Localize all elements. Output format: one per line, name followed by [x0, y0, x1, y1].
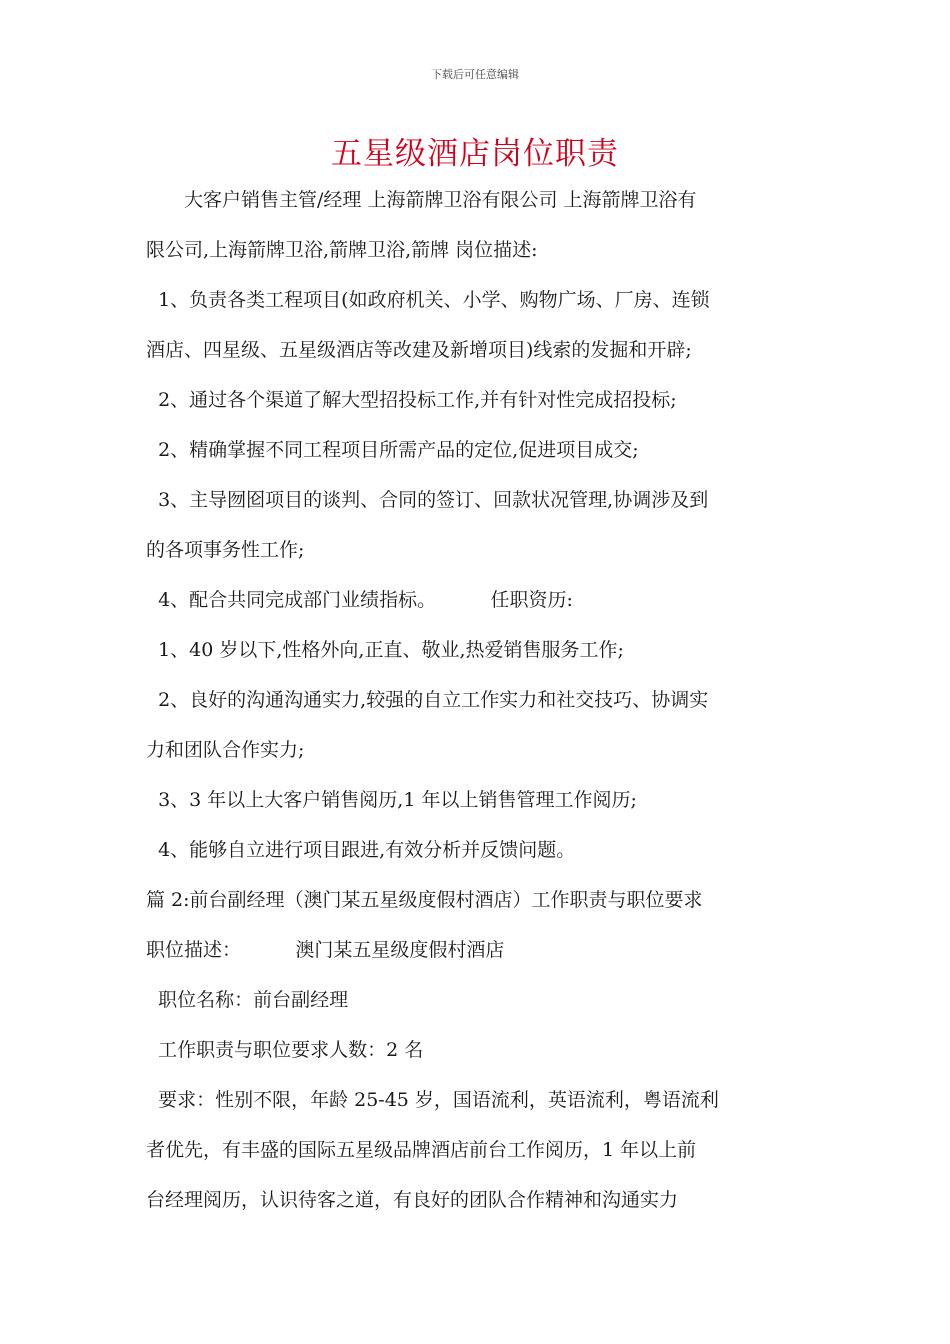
text-line: 4、配合共同完成部门业绩指标。 任职资历:	[146, 589, 573, 611]
text-line: 台经理阅历，认识待客之道，有良好的团队合作精神和沟通实力	[146, 1189, 679, 1211]
text-line: 酒店、四星级、五星级酒店等改建及新增项目)线索的发掘和开辟;	[146, 339, 692, 361]
text-line: 者优先，有丰盛的国际五星级品牌酒店前台工作阅历，1 年以上前	[146, 1139, 697, 1161]
text-line: 的各项事务性工作;	[146, 539, 305, 561]
section-heading: 篇 2:前台副经理（澳门某五星级度假村酒店）工作职责与职位要求	[146, 889, 703, 911]
text-line: 1、负责各类工程项目(如政府机关、小学、购物广场、厂房、连锁	[146, 289, 710, 311]
text-line: 限公司,上海箭牌卫浴,箭牌卫浴,箭牌 岗位描述:	[146, 239, 538, 261]
text-line: 职位描述： 澳门某五星级度假村酒店	[146, 939, 505, 961]
text-line: 1、40 岁以下,性格外向,正直、敬业,热爱销售服务工作;	[146, 639, 624, 661]
text-line: 2、良好的沟通沟通实力,较强的自立工作实力和社交技巧、协调实	[146, 689, 709, 711]
text-line: 2、精确掌握不同工程项目所需产品的定位,促进项目成交;	[146, 439, 639, 461]
text-line: 职位名称：前台副经理	[146, 989, 349, 1011]
document-body	[146, 175, 808, 1225]
text-line: 4、能够自立进行项目跟进,有效分析并反馈问题。	[146, 839, 576, 861]
text-line: 要求：性别不限，年龄 25-45 岁，国语流利，英语流利，粤语流利	[146, 1089, 719, 1111]
text-line: 工作职责与职位要求人数：2 名	[146, 1039, 424, 1061]
text-line: 大客户销售主管/经理 上海箭牌卫浴有限公司 上海箭牌卫浴有	[146, 189, 697, 211]
text-line: 2、通过各个渠道了解大型招投标工作,并有针对性完成招投标;	[146, 389, 677, 411]
text-line: 3、主导囫囵项目的谈判、合同的签订、回款状况管理,协调涉及到	[146, 489, 709, 511]
page-header: 下载后可任意编辑	[431, 68, 519, 81]
text-line: 力和团队合作实力;	[146, 739, 305, 761]
document-title: 五星级酒店岗位职责	[331, 136, 619, 172]
text-line: 3、3 年以上大客户销售阅历,1 年以上销售管理工作阅历;	[146, 789, 637, 811]
